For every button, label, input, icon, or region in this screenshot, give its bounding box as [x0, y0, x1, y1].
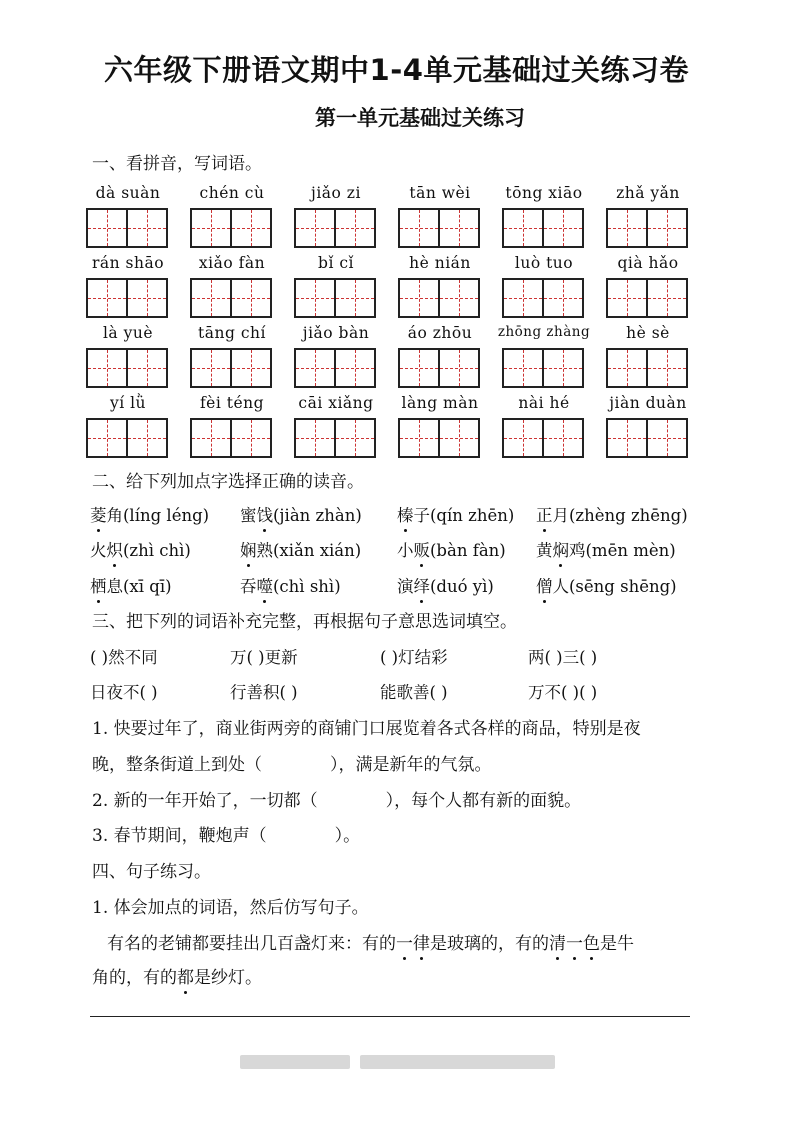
dotted-char: 榛 [397, 502, 414, 526]
pinyin-label: rán shāo [91, 254, 165, 272]
character-square[interactable] [646, 210, 686, 246]
passage-text: 是玻璃的，有的 [430, 934, 549, 954]
character-square[interactable] [126, 280, 166, 316]
writing-box[interactable] [190, 348, 272, 388]
character-square[interactable] [296, 420, 334, 456]
pinyin-label: tāng chí [198, 324, 266, 342]
idiom-blank-item[interactable]: ( )然不同 [90, 648, 158, 667]
dotted-word-2 [549, 934, 600, 954]
reading-choice-item [90, 573, 172, 597]
text-post: 角(líng léng) [106, 506, 210, 525]
reading-choice-item [240, 573, 341, 597]
writing-box[interactable] [294, 348, 376, 388]
pinyin-label: qià hǎo [617, 254, 679, 272]
writing-box[interactable] [502, 278, 584, 318]
writing-box[interactable] [606, 278, 688, 318]
reading-choice-item [90, 537, 191, 561]
writing-box[interactable] [294, 278, 376, 318]
character-square[interactable] [400, 350, 438, 386]
pinyin-label: bǐ cǐ [318, 254, 354, 272]
character-square[interactable] [192, 350, 230, 386]
pinyin-label: yí lǜ [109, 394, 147, 412]
pinyin-label: hè sè [626, 324, 670, 342]
idiom-blank-item[interactable]: 两( )三( ) [528, 648, 598, 667]
text-pre: 蜜 [240, 506, 257, 525]
writing-box[interactable] [398, 278, 480, 318]
s3-question1-line2: 晚，整条街道上到处（ ），满是新年的气氛。 [92, 755, 492, 775]
character-square[interactable] [126, 420, 166, 456]
pinyin-label: chén cù [199, 184, 265, 202]
character-square[interactable] [334, 280, 374, 316]
passage-text: 是纱灯。 [194, 968, 262, 988]
text-pre: 小 [397, 541, 414, 560]
dotted-char: 菱 [90, 502, 107, 526]
writing-box[interactable] [86, 208, 168, 248]
section1-heading: 一、看拼音，写词语。 [92, 154, 262, 174]
idiom-blank-item[interactable]: ( )灯结彩 [380, 648, 448, 667]
pinyin-label: áo zhōu [407, 324, 473, 342]
character-square[interactable] [400, 420, 438, 456]
pinyin-label: làng màn [401, 394, 479, 412]
text-pre: 火 [90, 541, 107, 560]
reading-choice-item [240, 502, 362, 526]
character-square[interactable] [504, 280, 542, 316]
reading-choice-item [240, 537, 361, 561]
pinyin-label: jiàn duàn [609, 394, 687, 412]
idiom-blank-item[interactable]: 万不( )( ) [528, 683, 598, 702]
pinyin-label: zhōng zhàng [497, 324, 591, 340]
s4-question1: 1. 体会加点的词语，然后仿写句子。 [92, 898, 369, 918]
character-square[interactable] [230, 210, 270, 246]
s4-passage-line1 [107, 929, 634, 954]
s4-passage-line2 [92, 963, 262, 988]
pinyin-label: xiǎo fàn [198, 254, 266, 272]
s3-question3: 3. 春节期间，鞭炮声（ ）。 [92, 826, 361, 846]
s3-question2: 2. 新的一年开始了，一切都（ ），每个人都有新的面貌。 [92, 791, 582, 811]
pinyin-label: cāi xiǎng [298, 394, 374, 412]
dotted-char: 律 [413, 929, 430, 954]
idiom-blank-item[interactable]: 万( )更新 [230, 648, 298, 667]
writing-box[interactable] [398, 348, 480, 388]
pinyin-label: dà suàn [95, 184, 161, 202]
character-square[interactable] [504, 210, 542, 246]
answer-line [90, 1016, 690, 1017]
character-square[interactable] [438, 210, 478, 246]
reading-choice-item [536, 573, 677, 597]
pinyin-label: nài hé [518, 394, 570, 412]
character-square[interactable] [126, 210, 166, 246]
character-square[interactable] [88, 210, 126, 246]
section4-heading: 四、句子练习。 [92, 862, 211, 882]
passage-text: 角的，有的 [92, 968, 177, 988]
text-post: 人(sēng shēng) [552, 577, 677, 596]
reading-choice-item [536, 502, 688, 526]
dotted-char: 一 [566, 929, 583, 954]
dotted-char: 都 [177, 963, 194, 988]
character-square[interactable] [504, 350, 542, 386]
character-square[interactable] [646, 280, 686, 316]
dotted-char: 清 [549, 929, 566, 954]
pinyin-label: là yuè [102, 324, 154, 342]
text-post: 息(xī qī) [106, 577, 172, 596]
reading-choice-item [397, 573, 494, 597]
pinyin-label: fèi téng [199, 394, 265, 412]
writing-box[interactable] [294, 208, 376, 248]
text-post: (jiàn zhàn) [273, 506, 362, 525]
character-square[interactable] [296, 210, 334, 246]
section2-heading: 二、给下列加点字选择正确的读音。 [92, 472, 364, 492]
passage-text: 有名的老铺都要挂出几百盏灯来：有的 [107, 934, 396, 954]
pinyin-label: jiǎo bàn [302, 324, 370, 342]
character-square[interactable] [438, 350, 478, 386]
character-square[interactable] [608, 350, 646, 386]
dotted-char: 焖 [553, 537, 570, 561]
character-square[interactable] [504, 420, 542, 456]
character-square[interactable] [400, 210, 438, 246]
writing-box[interactable] [398, 418, 480, 458]
pinyin-label: tōng xiāo [505, 184, 583, 202]
character-square[interactable] [88, 350, 126, 386]
text-pre: 黄 [536, 541, 553, 560]
character-square[interactable] [192, 210, 230, 246]
text-post: (zhì chì) [123, 541, 191, 560]
dotted-char: 色 [583, 929, 600, 954]
writing-box[interactable] [502, 348, 584, 388]
text-post: (duó yì) [430, 577, 494, 596]
text-post: (bàn fàn) [430, 541, 506, 560]
text-post: 熟(xiǎn xián) [256, 541, 362, 560]
pinyin-label: tān wèi [409, 184, 471, 202]
dotted-char: 僧 [536, 573, 553, 597]
writing-box[interactable] [502, 418, 584, 458]
text-post: (chì shì) [273, 577, 341, 596]
idiom-blank-item[interactable]: 行善积( ) [230, 683, 298, 702]
text-pre: 演 [397, 577, 414, 596]
character-square[interactable] [296, 350, 334, 386]
character-square[interactable] [542, 420, 582, 456]
character-square[interactable] [400, 280, 438, 316]
pinyin-label: zhǎ yǎn [616, 184, 680, 202]
writing-box[interactable] [190, 278, 272, 318]
writing-box[interactable] [398, 208, 480, 248]
character-square[interactable] [438, 420, 478, 456]
text-post: 鸡(mēn mèn) [569, 541, 676, 560]
reading-choice-item [397, 502, 514, 526]
writing-box[interactable] [86, 418, 168, 458]
page-subtitle: 第一单元基础过关练习 [315, 106, 525, 130]
dotted-word-1 [396, 934, 430, 954]
idiom-blank-item[interactable]: 日夜不( ) [90, 683, 158, 702]
character-square[interactable] [542, 280, 582, 316]
character-square[interactable] [230, 420, 270, 456]
dotted-char: 噬 [257, 573, 274, 597]
dotted-char: 绎 [414, 573, 431, 597]
character-square[interactable] [88, 420, 126, 456]
dotted-word-3 [177, 968, 194, 988]
character-square[interactable] [192, 280, 230, 316]
writing-box[interactable] [606, 348, 688, 388]
character-square[interactable] [296, 280, 334, 316]
dotted-char: 饯 [257, 502, 274, 526]
writing-box[interactable] [190, 208, 272, 248]
dotted-char: 娴 [240, 537, 257, 561]
dotted-char: 栖 [90, 573, 107, 597]
character-square[interactable] [334, 210, 374, 246]
character-square[interactable] [334, 420, 374, 456]
character-square[interactable] [126, 350, 166, 386]
character-square[interactable] [646, 420, 686, 456]
character-square[interactable] [88, 280, 126, 316]
writing-box[interactable] [294, 418, 376, 458]
idiom-blank-item[interactable]: 能歌善( ) [380, 683, 448, 702]
page-title: 六年级下册语文期中1-4单元基础过关练习卷 [104, 53, 689, 87]
character-square[interactable] [334, 350, 374, 386]
dotted-char: 一 [396, 929, 413, 954]
dotted-char: 贩 [414, 537, 431, 561]
writing-box[interactable] [86, 278, 168, 318]
pinyin-label: hè nián [409, 254, 471, 272]
writing-box[interactable] [606, 418, 688, 458]
text-post: 月(zhèng zhēng) [552, 506, 688, 525]
writing-box[interactable] [606, 208, 688, 248]
character-square[interactable] [230, 280, 270, 316]
character-square[interactable] [608, 420, 646, 456]
dotted-char: 炽 [107, 537, 124, 561]
character-square[interactable] [192, 420, 230, 456]
blurred-footer [360, 1055, 555, 1069]
writing-box[interactable] [502, 208, 584, 248]
character-square[interactable] [646, 350, 686, 386]
pinyin-label: jiǎo zi [311, 184, 361, 202]
character-square[interactable] [608, 210, 646, 246]
character-square[interactable] [230, 350, 270, 386]
character-square[interactable] [608, 280, 646, 316]
pinyin-label: luò tuo [514, 254, 574, 272]
dotted-char: 正 [536, 502, 553, 526]
writing-box[interactable] [86, 348, 168, 388]
reading-choice-item [90, 502, 209, 526]
s3-question1-line1: 1. 快要过年了，商业街两旁的商铺门口展览着各式各样的商品，特别是夜 [92, 719, 641, 739]
character-square[interactable] [438, 280, 478, 316]
character-square[interactable] [542, 210, 582, 246]
text-post: 子(qín zhēn) [413, 506, 515, 525]
character-square[interactable] [542, 350, 582, 386]
passage-text: 是牛 [600, 934, 634, 954]
blurred-footer [240, 1055, 350, 1069]
reading-choice-item [536, 537, 676, 561]
text-pre: 吞 [240, 577, 257, 596]
reading-choice-item [397, 537, 506, 561]
section3-heading: 三、把下列的词语补充完整，再根据句子意思选词填空。 [92, 612, 517, 632]
writing-box[interactable] [190, 418, 272, 458]
